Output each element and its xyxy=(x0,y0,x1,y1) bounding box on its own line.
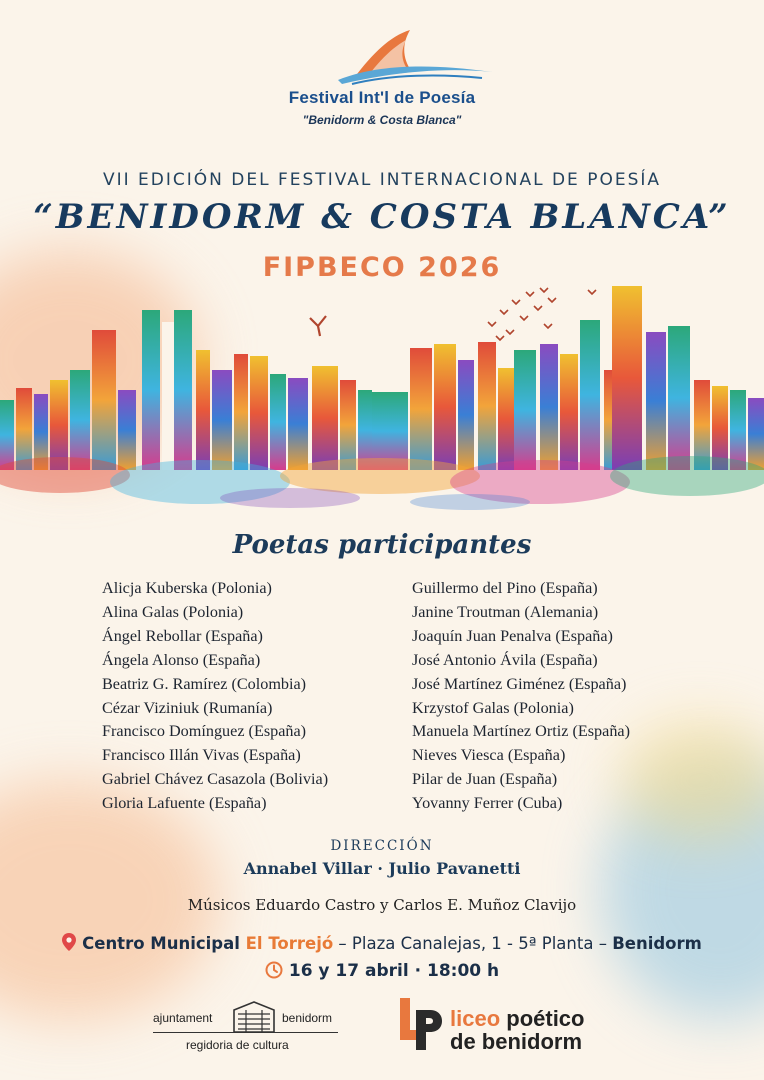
poet-name: Gabriel Chávez Casazola (Bolivia) xyxy=(102,770,329,789)
poet-name: Guillermo del Pino (España) xyxy=(412,579,598,597)
poets-heading: Poetas participantes xyxy=(232,530,532,560)
poet-name: Manuela Martínez Ortiz (España) xyxy=(412,722,630,741)
watercolor-skyline-illustration xyxy=(0,270,764,520)
directors-names: Annabel Villar · Julio Pavanetti xyxy=(243,859,521,878)
benidorm-label: benidorm xyxy=(282,1011,333,1025)
poets-list-right xyxy=(412,577,630,816)
venue-name-prefix: Centro Municipal xyxy=(82,934,246,953)
footer-divider xyxy=(153,1032,338,1033)
ajuntament-label: ajuntament xyxy=(153,1011,213,1025)
poet-name: Alicja Kuberska (Polonia) xyxy=(102,579,272,597)
festival-title: “BENIDORM & COSTA BLANCA” xyxy=(33,197,731,237)
liceo-logo-text xyxy=(450,1007,584,1053)
location-pin-icon xyxy=(62,933,76,951)
festival-logo-subtitle: "Benidorm & Costa Blanca" xyxy=(302,113,462,127)
poet-name: Nieves Viesca (España) xyxy=(412,746,566,765)
venue-line xyxy=(0,933,764,953)
poet-name: Beatriz G. Ramírez (Colombia) xyxy=(102,674,307,693)
building-icon xyxy=(230,1000,278,1034)
de-benidorm-text: de benidorm xyxy=(450,1029,583,1054)
shark-fin-wave-icon xyxy=(332,26,497,88)
poet-name: Francisco Illán Vivas (España) xyxy=(102,746,301,765)
poet-name: José Martínez Giménez (España) xyxy=(412,674,627,693)
poet-name: Janine Troutman (Alemania) xyxy=(412,602,599,621)
event-date-line xyxy=(0,961,764,981)
poet-name: Joaquín Juan Penalva (España) xyxy=(412,626,613,645)
venue-address: – Plaza Canalejas, 1 - 5ª Planta – xyxy=(333,934,613,953)
event-date: 16 y 17 abril · 18:00 h xyxy=(288,961,500,981)
direction-label: DIRECCIÓN xyxy=(330,838,434,854)
poet-name: Ángel Rebollar (España) xyxy=(102,626,263,645)
clock-icon xyxy=(265,961,283,979)
poet-name: Krzystof Galas (Polonia) xyxy=(412,698,574,717)
poet-name: Alina Galas (Polonia) xyxy=(102,602,244,621)
lp-monogram-icon xyxy=(398,996,444,1052)
musicians-line: Músicos Eduardo Castro y Carlos E. Muñoz Clavijo xyxy=(187,896,577,914)
poets-list-left xyxy=(102,577,328,816)
poet-name: Gloria Lafuente (España) xyxy=(102,794,267,813)
festival-logo-title: Festival Int'l de Poesía xyxy=(288,88,476,107)
liceo-word: liceo xyxy=(450,1006,501,1031)
poet-name: Yovanny Ferrer (Cuba) xyxy=(412,794,563,813)
festival-code: FIPBECO 2026 xyxy=(262,252,502,283)
poet-name: Ángela Alonso (España) xyxy=(102,650,261,669)
poet-name: Pilar de Juan (España) xyxy=(412,770,558,789)
regidoria-label: regidoria de cultura xyxy=(186,1038,289,1052)
poet-name: Cézar Viziniuk (Rumanía) xyxy=(102,698,273,717)
venue-name-highlight: El Torrejó xyxy=(245,934,334,953)
poetico-word: poético xyxy=(500,1006,585,1031)
venue-city: Benidorm xyxy=(612,934,702,953)
edition-heading: VII EDICIÓN DEL FESTIVAL INTERNACIONAL DE POESÍA xyxy=(103,170,661,190)
poet-name: Francisco Domínguez (España) xyxy=(102,722,307,741)
poet-name: José Antonio Ávila (España) xyxy=(412,650,598,669)
